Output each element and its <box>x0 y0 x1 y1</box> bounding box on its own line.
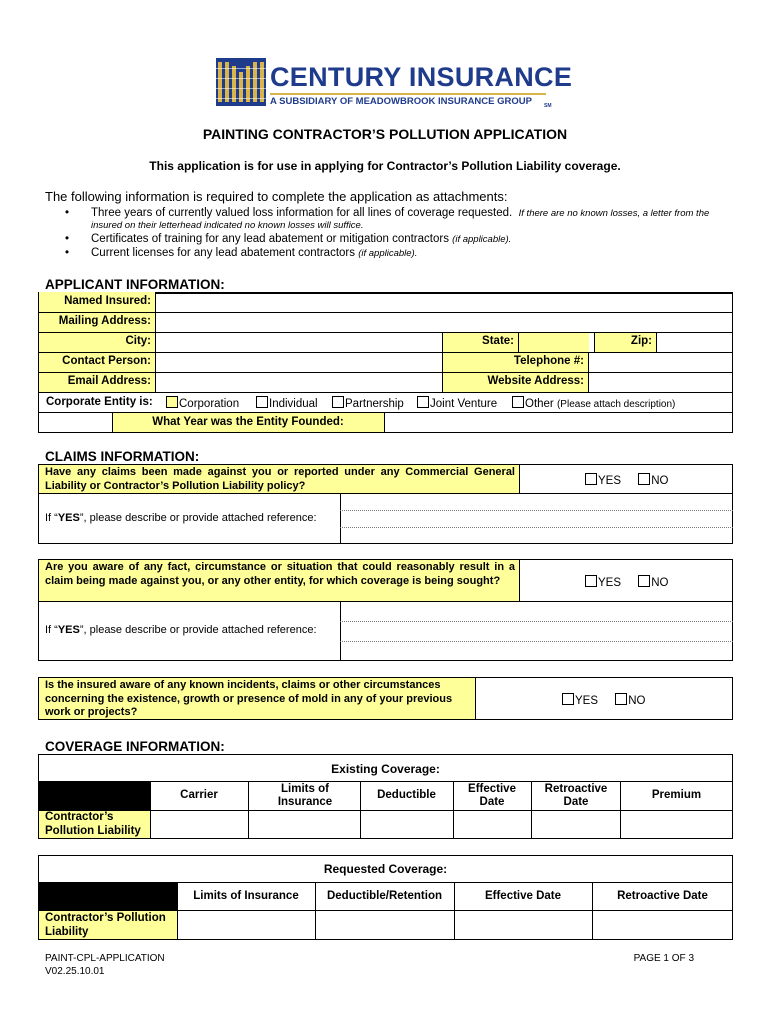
entity-options <box>0 396 770 410</box>
requested-col-limits: Limits of Insurance <box>193 889 299 902</box>
existing-limits-field[interactable] <box>249 811 360 838</box>
q2-no-option[interactable]: NO <box>638 577 668 589</box>
claims-q1-text: Have any claims been made against you or reported under any Commercial General Liability or Contractor’s Pollution Liability policy? <box>45 466 515 492</box>
existing-effective-field[interactable] <box>454 811 531 838</box>
existing-corner-cell <box>39 782 150 810</box>
checkbox-icon[interactable] <box>615 693 627 705</box>
attachment-note: If there are no known losses, a letter from the <box>518 208 710 219</box>
checkbox-icon[interactable] <box>638 575 650 587</box>
logo-subsidiary: A SUBSIDIARY OF MEADOWBROOK INSURANCE GROUP <box>270 96 532 107</box>
contact-person-field[interactable] <box>155 352 442 372</box>
claims-q2-text: Are you aware of any fact, circumstance or situation that could reasonably result in a claim being made against you, or any other entity, for which coverage is being sought? <box>45 561 515 587</box>
q1-describe-label: If “YES”, please describe or provide attached reference: <box>45 512 317 524</box>
requested-corner-cell <box>39 883 177 910</box>
year-founded-label: What Year was the Entity Founded: <box>152 416 344 428</box>
century-logo-icon <box>216 58 266 106</box>
entity-other[interactable]: Other (Please attach description) <box>512 396 675 410</box>
footer-version: V02.25.10.01 <box>45 966 105 977</box>
requested-effective-field[interactable] <box>455 911 592 939</box>
email-label: Email Address: <box>67 375 151 387</box>
checkbox-icon[interactable] <box>332 396 344 408</box>
claims-q3-text: Is the insured aware of any known incidents, claims or other circumstances concerning the existence, growth or presence of mold in any of your previous work or projects? <box>45 679 453 718</box>
checkbox-icon[interactable] <box>166 396 178 408</box>
logo-trademark: SM <box>544 103 552 109</box>
logo-underline <box>270 93 546 95</box>
claims-q2-options <box>585 575 668 589</box>
year-founded-field[interactable] <box>384 412 733 433</box>
requested-col-effective: Effective Date <box>484 889 562 902</box>
attachment-text: Three years of currently valued loss information for all lines of coverage requested. <box>91 207 513 219</box>
q1-no-option[interactable]: NO <box>638 475 668 487</box>
logo-company-name: CENTURY INSURANCE <box>270 62 573 92</box>
zip-field[interactable] <box>656 332 733 352</box>
claims-q3-options <box>562 693 645 707</box>
applicant-heading: APPLICANT INFORMATION: <box>45 277 225 292</box>
corporate-entity-label: Corporate Entity is: <box>46 396 153 408</box>
q1-describe-field[interactable] <box>341 494 732 543</box>
website-label: Website Address: <box>487 375 584 387</box>
named-insured-label: Named Insured: <box>64 295 151 307</box>
checkbox-icon[interactable] <box>585 575 597 587</box>
checkbox-icon[interactable] <box>417 396 429 408</box>
q1-yes-option[interactable]: YES <box>585 475 621 487</box>
zip-label: Zip: <box>630 335 652 347</box>
intro-text: The following information is required to complete the application as attachments: <box>45 189 508 204</box>
requested-limits-field[interactable] <box>178 911 315 939</box>
page-title: PAINTING CONTRACTOR’S POLLUTION APPLICATION <box>202 126 568 142</box>
claims-q1-options <box>585 473 668 487</box>
existing-col-premium: Premium <box>651 789 702 801</box>
requested-coverage-title: Requested Coverage: <box>323 862 448 876</box>
telephone-label: Telephone #: <box>513 355 584 367</box>
existing-col-carrier: Carrier <box>180 789 218 801</box>
page-subtitle: This application is for use in applying for Contractor’s Pollution Liability coverage. <box>149 159 621 173</box>
existing-col-retroactive: Retroactive Date <box>544 782 608 808</box>
q3-yes-option[interactable]: YES <box>562 695 598 707</box>
company-logo <box>216 58 573 110</box>
q2-describe-field[interactable] <box>341 602 732 660</box>
requested-col-retroactive: Retroactive Date <box>617 889 708 902</box>
checkbox-icon[interactable] <box>512 396 524 408</box>
entity-corporation[interactable]: Corporation <box>166 396 239 410</box>
footer-page-number: PAGE 1 OF 3 <box>633 953 694 964</box>
claims-heading: CLAIMS INFORMATION: <box>45 449 200 464</box>
city-field[interactable] <box>155 332 442 352</box>
city-label: City: <box>125 335 151 347</box>
attachment-note: (if applicable). <box>358 248 418 259</box>
mailing-address-label: Mailing Address: <box>58 315 151 327</box>
other-note: (Please attach description) <box>556 399 676 410</box>
state-field[interactable] <box>518 332 594 352</box>
website-field[interactable] <box>588 372 733 392</box>
existing-col-limits: Limits of Insurance <box>277 782 333 808</box>
contact-person-label: Contact Person: <box>62 355 151 367</box>
entity-joint-venture[interactable]: Joint Venture <box>417 396 497 410</box>
requested-row-label: Contractor’s Pollution Liability <box>45 912 166 938</box>
named-insured-field[interactable] <box>155 292 733 312</box>
existing-retroactive-field[interactable] <box>532 811 620 838</box>
attachment-note: (if applicable). <box>452 234 512 245</box>
footer-form-id: PAINT-CPL-APPLICATION <box>45 953 165 964</box>
checkbox-icon[interactable] <box>585 473 597 485</box>
existing-deductible-field[interactable] <box>361 811 453 838</box>
checkbox-icon[interactable] <box>256 396 268 408</box>
checkbox-icon[interactable] <box>562 693 574 705</box>
bullet-icon: • <box>65 233 70 245</box>
email-field[interactable] <box>155 372 442 392</box>
mailing-address-field[interactable] <box>155 312 733 332</box>
existing-col-deductible: Deductible <box>377 789 436 801</box>
q3-no-option[interactable]: NO <box>615 695 645 707</box>
attachment-note-cont: insured on their letterhead indicated no known losses will suffice. <box>91 220 364 231</box>
entity-partnership[interactable]: Partnership <box>332 396 404 410</box>
q2-yes-option[interactable]: YES <box>585 577 621 589</box>
state-label: State: <box>482 335 514 347</box>
existing-row-label: Contractor’s Pollution Liability <box>45 811 141 837</box>
coverage-heading: COVERAGE INFORMATION: <box>45 739 225 754</box>
entity-individual[interactable]: Individual <box>256 396 318 410</box>
bullet-icon: • <box>65 247 70 259</box>
bullet-icon: • <box>65 207 70 219</box>
requested-retroactive-field[interactable] <box>593 911 732 939</box>
checkbox-icon[interactable] <box>638 473 650 485</box>
attachment-text: Certificates of training for any lead abatement or mitigation contractors <box>91 233 449 245</box>
requested-deductible-field[interactable] <box>316 911 454 939</box>
existing-coverage-title: Existing Coverage: <box>331 762 440 776</box>
attachment-text: Current licenses for any lead abatement contractors <box>91 247 355 259</box>
requested-col-deductible: Deductible/Retention <box>326 889 442 902</box>
telephone-field[interactable] <box>588 352 733 372</box>
q2-describe-label: If “YES”, please describe or provide attached reference: <box>45 624 317 636</box>
existing-col-effective: Effective Date <box>468 782 516 808</box>
existing-premium-field[interactable] <box>621 811 732 838</box>
existing-carrier-field[interactable] <box>151 811 248 838</box>
